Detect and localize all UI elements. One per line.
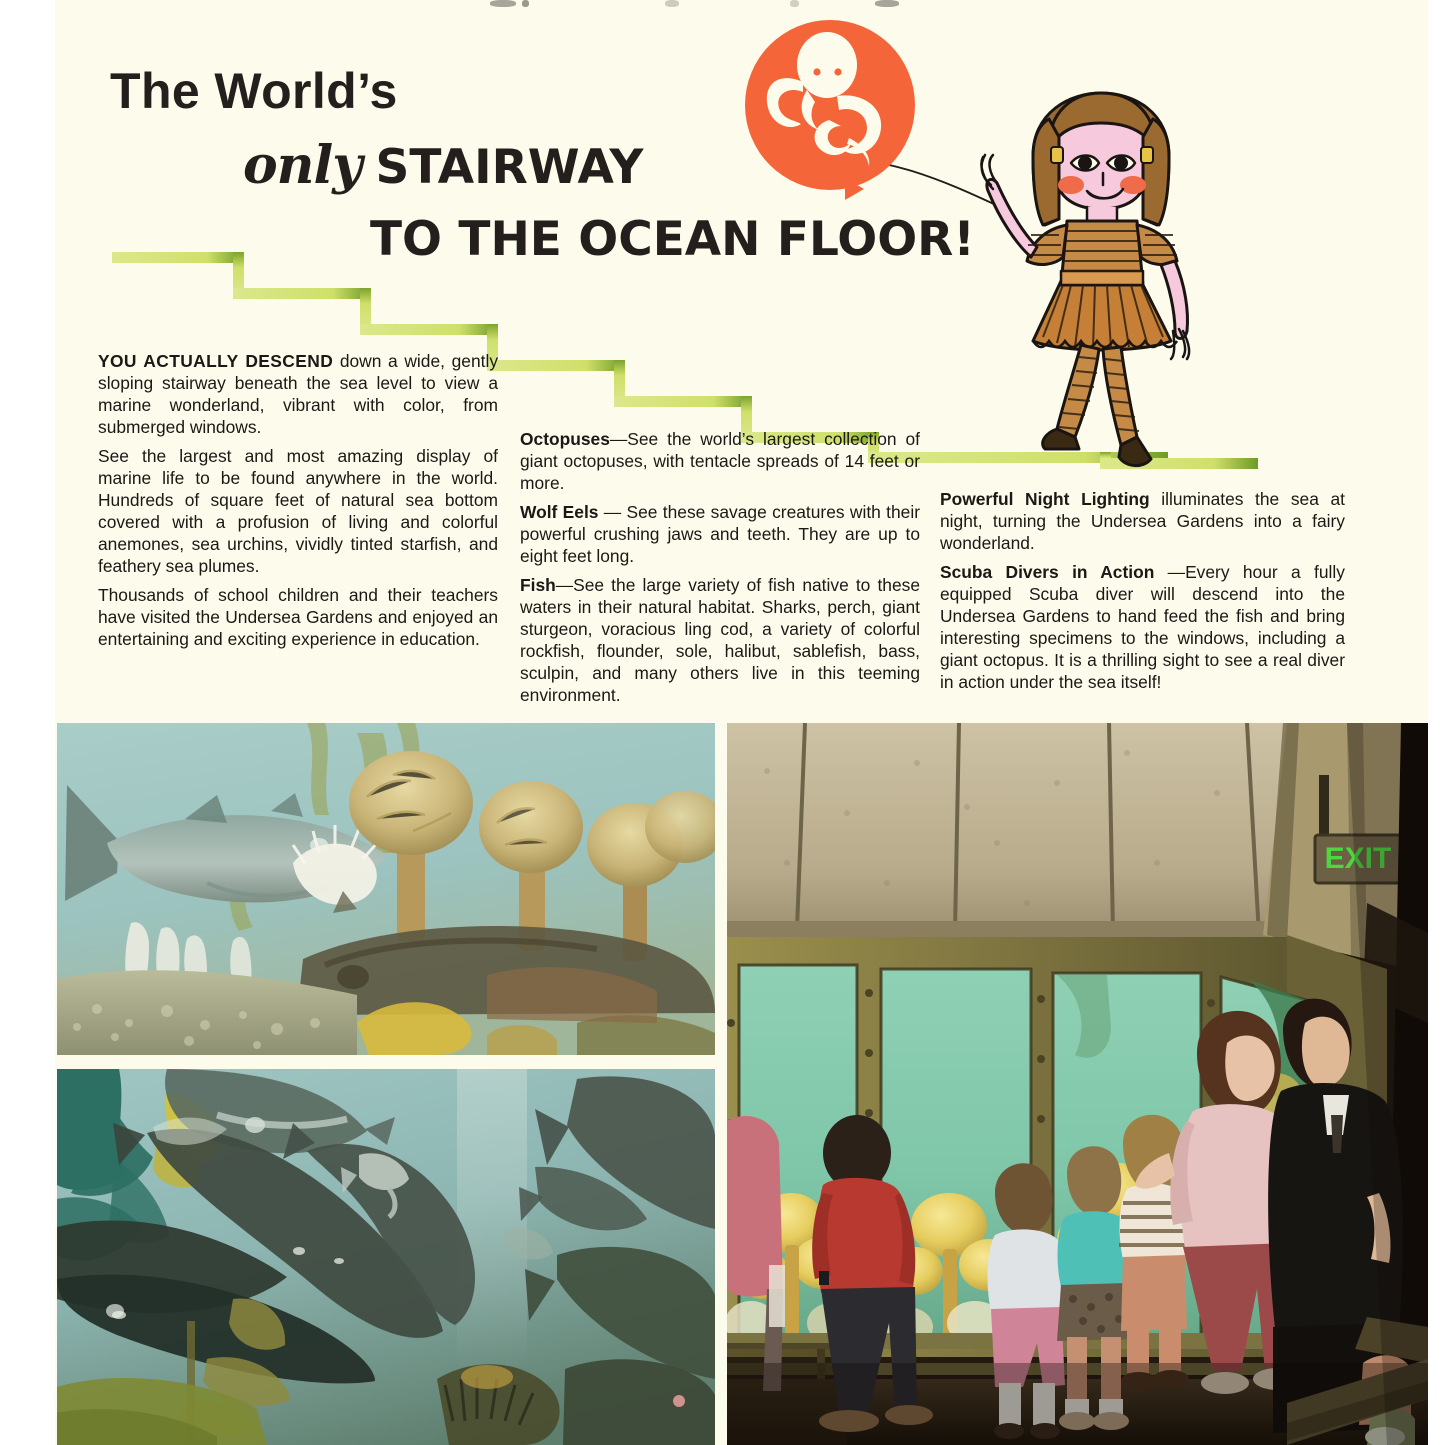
headline-block-word: STAIRWAY xyxy=(375,140,644,195)
paragraph xyxy=(520,501,920,567)
text-column-one xyxy=(98,350,498,650)
photo-block xyxy=(0,718,1445,1445)
paragraph-lead: Wolf Eels xyxy=(520,502,599,522)
cheek-right xyxy=(1120,176,1146,194)
cheek-left xyxy=(1058,176,1084,194)
scan-margin-left xyxy=(0,0,55,1445)
headline-line-3: TO THE OCEAN FLOOR! xyxy=(370,212,975,267)
exit-sign-label: EXIT xyxy=(1324,842,1392,875)
skirt xyxy=(1057,1283,1131,1341)
girl-with-balloon-illustration xyxy=(975,85,1240,485)
text-column-two xyxy=(520,428,920,706)
octopus-icon xyxy=(745,20,915,190)
paragraph-body: Thousands of school children and their teachers have visited the Undersea Gardens and enjoyed an entertaining and exciting experience in education. xyxy=(98,585,498,649)
paragraph-body: —See the large variety of fish native to these waters in their natural habitat. Sharks, perch, giant sturgeon, voracious ling cod, a variety of colorful rockfish, flounder, sole, halibut, sablefish, bass, sculpin, and many others live in this teeming environment. xyxy=(520,575,920,705)
paragraph-body: —Every hour a fully equipped Scuba diver will descend into the Undersea Gardens to hand feed the fish and bring interesting specimens to the windows, including a giant octopus. It is a thrilling sight to see a real diver in action under the sea itself! xyxy=(940,562,1345,692)
headline-line-1: The World’s xyxy=(110,63,398,119)
headline-line-2 xyxy=(243,135,643,196)
balloon-tag-icon xyxy=(845,178,864,200)
paragraph-body: illuminates the sea at night, turning the Undersea Gardens into a fairy wonderland. xyxy=(940,489,1345,553)
paragraph-body: See the largest and most amazing display of marine life to be found anywhere in the world. Hundreds of square feet of natural sea bottom covered with a profusion of living and colorful anemones, sea urchins, vividly tinted starfish, and feathery sea plumes. xyxy=(98,446,498,576)
paragraph-lead: Fish xyxy=(520,575,556,595)
paragraph xyxy=(98,584,498,650)
paragraph-lead: Scuba Divers in Action xyxy=(940,562,1155,582)
paragraph-body: down a wide, gently sloping stairway beneath the sea level to view a marine wonderland, vibrant with color, from submerged windows. xyxy=(98,351,499,437)
octopus-balloon-logo xyxy=(745,20,915,190)
photo-bottom-left xyxy=(57,1069,715,1445)
photo-right xyxy=(727,723,1428,1445)
paragraph-lead: YOU ACTUALLY DESCEND xyxy=(98,351,334,371)
paragraph-lead: Octopuses xyxy=(520,429,610,449)
tie xyxy=(1331,1115,1343,1153)
top xyxy=(988,1229,1066,1311)
paragraph-body: — See these savage creatures with their powerful crushing jaws and teeth. They are up to eight feet long. xyxy=(520,502,921,566)
paragraph xyxy=(98,350,498,438)
paragraph xyxy=(520,574,920,706)
paragraph xyxy=(98,445,498,577)
photo-top-left xyxy=(57,723,715,1055)
paragraph xyxy=(940,488,1345,554)
text-column-three xyxy=(940,488,1345,693)
paragraph-body: —See the world’s largest collection of giant octopuses, with tentacle spreads of 14 feet or more. xyxy=(520,429,920,493)
paragraph-lead: Powerful Night Lighting xyxy=(940,489,1150,509)
pants xyxy=(1121,1255,1187,1331)
scan-margin-right xyxy=(1428,0,1445,1445)
paragraph xyxy=(940,561,1345,693)
headline-script-word: only xyxy=(243,135,362,196)
skirt xyxy=(1033,281,1171,350)
paragraph xyxy=(520,428,920,494)
